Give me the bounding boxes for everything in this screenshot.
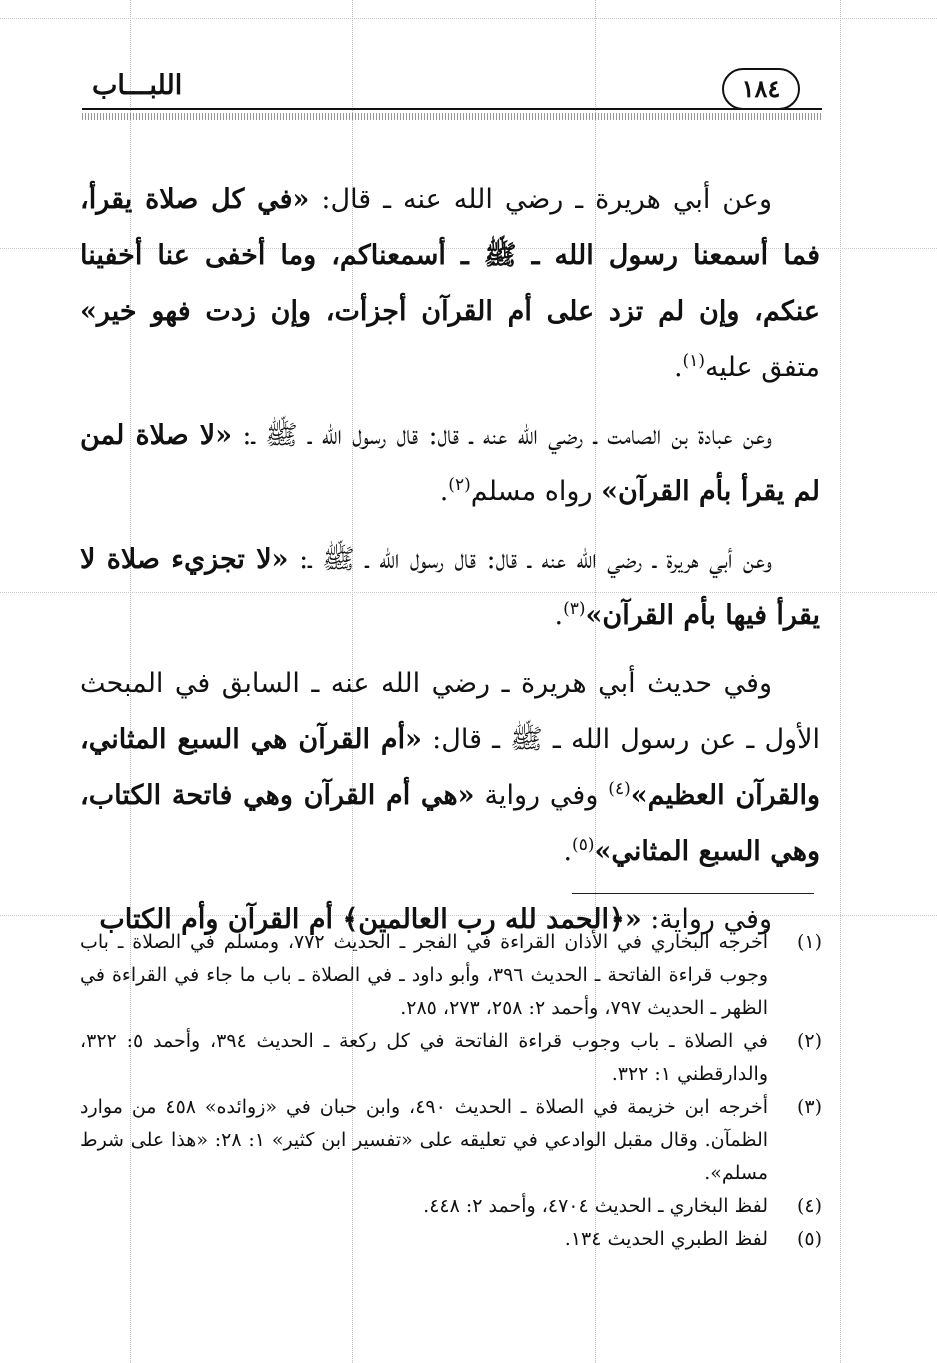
footnote-separator [572,893,814,894]
paragraph-text: وفي رواية: [641,904,772,935]
paragraph-end: . [439,476,449,507]
header-ornament-rule [82,113,822,120]
paragraph-text: وعن أبي هريرة ـ رضي الله عنه ـ قال: قال رسول الله ـ ﷺ ـ: [288,544,772,575]
footnote-number: (٢) [796,1030,822,1052]
footnote [80,1091,822,1190]
footnote-number: (١) [796,931,822,953]
footnote [80,1223,822,1256]
scan-guide-line [840,0,841,1363]
book-title: اللبـــاب [92,70,183,101]
paragraph-text: وفي رواية [474,780,609,811]
footnote-text: لفظ الطبري الحديث ١٣٤. [564,1228,768,1250]
footnote-number: (٤) [796,1195,822,1217]
header-rule [82,108,822,110]
footnote-reference[interactable]: (٤) [608,779,631,799]
paragraph [80,408,820,520]
hadith-quote: «لا صلاة لمن لم يقرأ بأم القرآن» [80,420,820,507]
page-header [82,60,822,122]
scan-guide-line [0,18,937,19]
footnote-reference[interactable]: (١) [682,351,705,371]
paragraph-text: رواه مسلم [470,476,602,507]
paragraph-end: . [563,836,573,867]
footnote-text: في الصلاة ـ باب وجوب قراءة الفاتحة في كل ركعة ـ الحديث ٣٩٤، وأحمد ٥: ٣٢٢، والدارقطني ١: ٣٢٢. [80,1030,768,1085]
footnote-text: لفظ البخاري ـ الحديث ٤٧٠٤، وأحمد ٢: ٤٤٨. [423,1195,768,1217]
footnote [80,1190,822,1223]
paragraph [80,656,820,880]
footnote-number: (٣) [796,1096,822,1118]
hadith-quote: «أم القرآن هي السبع المثاني، والقرآن العظيم» [80,724,820,811]
hadith-quote: «في كل صلاة يقرأ، فما أسمعنا رسول الله ـ ﷺ ـ أسمعناكم، وما أخفى عنا أخفينا عنكم، وإن لم تزد على أم القرآن أجزأت، وإن زدت فهو خير» [80,184,820,327]
footnote-text: أخرجه ابن خزيمة في الصلاة ـ الحديث ٤٩٠، وابن حبان في «زوائده» ٤٥٨ من موارد الظمآن. وقال مقبل الوادعي في تعليقه على «تفسير ابن كثير» ١: ٢٨: «هذا على شرط مسلم». [80,1096,769,1184]
hadith-quote: «﴿الحمد لله رب العالمين﴾ أم القرآن وأم الكتاب [99,904,642,935]
paragraph-text: وفي حديث أبي هريرة ـ رضي الله عنه ـ السابق في المبحث الأول ـ عن رسول الله ـ ﷺ ـ قال: [80,668,820,755]
hadith-quote: «لا تجزيء صلاة لا يقرأ فيها بأم القرآن» [80,544,820,631]
paragraph-text: وعن أبي هريرة ـ رضي الله عنه ـ قال: [309,184,772,215]
footnote-reference[interactable]: (٥) [572,835,595,855]
paragraph-end: . [554,600,564,631]
paragraph-text: وعن عبادة بن الصامت ـ رضي الله عنه ـ قال: قال رسول الله ـ ﷺ ـ: [232,420,772,451]
paragraph [80,172,820,396]
paragraph-end: . [673,352,683,383]
page-number: ١٨٤ [722,68,800,110]
footnotes [80,926,822,1256]
footnote-reference[interactable]: (٣) [563,599,586,619]
hadith-quote: «هي أم القرآن وهي فاتحة الكتاب، وهي السبع المثاني» [80,780,820,867]
footnote-reference[interactable]: (٢) [448,475,471,495]
main-text [80,172,820,960]
footnote-text: أخرجه البخاري في الأذان القراءة في الفجر ـ الحديث ٧٧٢، ومسلم في الصلاة ـ باب وجوب قراءة الفاتحة ـ الحديث ٣٩٦، وأبو داود ـ في الصلاة ـ باب ما جاء في القراءة في الظهر ـ الحديث ٧٩٧، وأحمد ٢: ٢٥٨، ٢٧٣، ٢٨٥. [80,931,769,1019]
paragraph [80,532,820,644]
paragraph-text: متفق عليه [704,352,820,383]
footnote [80,926,822,1025]
footnote-number: (٥) [796,1228,822,1250]
footnote [80,1025,822,1091]
